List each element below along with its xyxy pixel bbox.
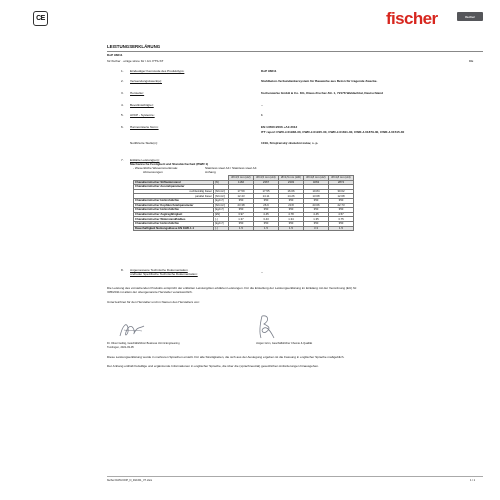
- item-5-label: AVCP - System/e:: [130, 113, 155, 117]
- table-cell: 1.35: [304, 217, 329, 222]
- table-cell: 350: [304, 198, 329, 203]
- section7-line1: Mechanische Festigkeit und Standsicherheit (BWR 1): [130, 162, 209, 166]
- row-label: Charakteristischer Zugtragfähigkeit: [134, 212, 214, 217]
- table-header-cell: Ø=4,8 mm (A4): [329, 176, 354, 181]
- table-cell: 14.26: [279, 194, 304, 199]
- table-cell: 350: [254, 198, 279, 203]
- row-unit: [N/mm²]: [214, 203, 229, 208]
- item-4-num: 4.: [121, 103, 124, 107]
- table-cell: 3.43: [254, 217, 279, 222]
- signatory-1-name: Dr. Oliver Geibig, Geschäftsführer Business Unit & Engineering: [107, 342, 180, 345]
- item-2-num: 2.: [121, 79, 124, 83]
- table-header-cell: Ø=4,5 mm (A2): [229, 176, 254, 181]
- table-cell: 350: [329, 198, 354, 203]
- item-2-value: Stahlbeton-Verbundankersystem für Bauwerke aus Beton für tragende Zwecke.: [261, 79, 378, 83]
- table-cell: 2874: [329, 180, 354, 185]
- document-subtitle: für fischer · einige sinne für / Art. PTS-ST: [107, 59, 164, 63]
- table-cell: 12.68: [329, 194, 354, 199]
- row-label: parallel Faser: [134, 194, 214, 199]
- table-cell: 350: [329, 208, 354, 213]
- table-cell: 350: [254, 221, 279, 226]
- item-1-label: Eindeutiger Kenncode des Produkttyps:: [130, 69, 185, 73]
- table-cell: 26.9: [254, 203, 279, 208]
- dop-number: DoP 96611: [107, 53, 123, 57]
- table-cell: 23.38: [229, 203, 254, 208]
- signature-2: [254, 314, 276, 340]
- row-unit: [kg/m³]: [214, 221, 229, 226]
- row-unit: [kg/m³]: [214, 198, 229, 203]
- table-header-cell: Ø=4,8 mm (A2): [304, 176, 329, 181]
- table-cell: 23.8: [279, 203, 304, 208]
- language-note: Diese Leistungserklärung wurde in mehreren Sprachen erstellt. Für alle Streitigkeiten, die sich aus der Auslegung ergeben ist die Fassung in englischer Sprache maßgeblich.: [107, 355, 345, 359]
- item-8-value: --: [261, 270, 264, 274]
- table-cell: 350: [304, 208, 329, 213]
- item-6-value-2: ITT report CWR-J-01938-30, CWR-J-01915-30, CWR-J-01811-30, CWR-J-01879-30, CWR-J-01515-30: [261, 130, 405, 134]
- ce-mark: CE: [33, 11, 48, 26]
- table-header-cell: Ø=4,5 mm (HD): [279, 176, 304, 181]
- table-cell: 4.45: [304, 212, 329, 217]
- table-cell: 350: [279, 208, 304, 213]
- table-cell: 350: [329, 221, 354, 226]
- notified-body-label: Notifizierte Stelle(n):: [130, 141, 158, 145]
- signatory-2-name: Jürgen Grün, Geschäftsführer Chemie & Qualität: [256, 342, 313, 345]
- row-unit: [kg/m³]: [214, 208, 229, 213]
- row-unit: [N/mm²]: [214, 194, 229, 199]
- footer-page-number: 1 / 1: [470, 479, 476, 482]
- item-6-value: EN 14500:2006 +A1:2012: [261, 125, 298, 129]
- table-cell: 1.5: [279, 226, 304, 231]
- table-cell: 17.59: [229, 189, 254, 194]
- item-7-num: 7.: [121, 158, 124, 162]
- notified-body-value: 1019, Strojírenský zkušební ústav, s. p.: [261, 141, 319, 145]
- table-cell: 16.66: [279, 189, 304, 194]
- table-cell: 12.43: [229, 194, 254, 199]
- table-cell: 2367: [254, 180, 279, 185]
- table-cell: 4.57: [329, 212, 354, 217]
- row-label: Charakteristischer Ausziehparameter: [134, 185, 214, 190]
- section7-line3-label: Abmessungen: [143, 170, 163, 174]
- table-cell: 1.5: [229, 226, 254, 231]
- section7-line2-label: - Wesentliche Wesensmerkmale:: [133, 166, 179, 170]
- signature-1: [118, 318, 146, 342]
- conformity-text-2: 305/2011 ist allein der obengenannte Hersteller verantwortlich.: [107, 290, 193, 294]
- fischer-badge-logo: fischer: [457, 12, 483, 21]
- row-label: Charakteristischer Kopfdurchziehparameter: [134, 203, 214, 208]
- row-label: rechtwinklig Faser: [134, 189, 214, 194]
- item-3-num: 3.: [121, 91, 124, 95]
- table-cell: 1.34: [279, 217, 304, 222]
- table-cell: 14.11: [254, 194, 279, 199]
- table-header-cell: Ø=4,5 mm (A4): [254, 176, 279, 181]
- row-unit: [kN]: [214, 212, 229, 217]
- row-label: Charakteristischer Widerstand/Halbes: [134, 217, 214, 222]
- table-cell: 1.5: [254, 226, 279, 231]
- table-cell: 4.45: [254, 212, 279, 217]
- language-code: DE: [469, 59, 474, 63]
- table-cell: 17.55: [254, 189, 279, 194]
- item-5-num: 5.: [121, 113, 124, 117]
- annex-note: Der Anhang enthält freiwillige und ergänzende Informationen in englischer Sprache, die über die (sprachneutral) gesetzlichen Anforderungen hinausgehen.: [107, 364, 319, 368]
- table-cell: 1.37: [229, 217, 254, 222]
- item-6-num: 6.: [121, 125, 124, 129]
- document-title: LEISTUNGSERKLÄRUNG: [107, 44, 161, 49]
- section7-line2-value: Stainless steel A4 / Stainless steel A4: [205, 166, 257, 170]
- table-cell: 23.66: [304, 203, 329, 208]
- item-4-label: Bevollmächtigter:: [130, 103, 154, 107]
- table-cell: 3.75: [329, 217, 354, 222]
- row-unit: [-]: [214, 217, 229, 222]
- row-label: Charakteristischer Stiftwiderstand: [134, 180, 214, 185]
- item-3-value: fischerwerke GmbH & Co. KG, Klaus-Fischer-Str. 1, 72178 Waldachtal, Deutschland: [261, 91, 383, 95]
- row-unit: [-]: [214, 226, 229, 231]
- conformity-text-1: Die Leistung des vorstehenden Produkts entspricht der erklärten Leistung/den erklärten Leistungen. Für die Erstellung der Leistungserklärung im Einklang mit der Verordnung (EU) Nr.: [107, 286, 358, 290]
- table-cell: 350: [229, 221, 254, 226]
- table-cell: 10.84: [304, 189, 329, 194]
- table-cell: 30.62: [329, 189, 354, 194]
- footer-divider: [107, 476, 483, 477]
- table-cell: 1166: [229, 180, 254, 185]
- table-row: [134, 226, 354, 231]
- item-3-label: Hersteller:: [130, 91, 145, 95]
- row-unit: [N/mm²]: [214, 189, 229, 194]
- row-label: Charakteristischer Holzrohdichte: [134, 221, 214, 226]
- table-cell: 4.78: [279, 212, 304, 217]
- table-cell: 350: [229, 198, 254, 203]
- title-divider: [107, 51, 483, 52]
- table-cell: 22.73: [329, 203, 354, 208]
- item-1-num: 1.: [121, 69, 124, 73]
- table-cell: 350: [304, 221, 329, 226]
- item-7-label: Erklärte Leistung(en):: [130, 158, 160, 162]
- row-label: Dauerhaftigkeit Nutzungsklasse EN 1995-1-1: [134, 226, 214, 231]
- footer-file-name: fischer DATA DOP_N_33/n/01_V7.xlsm: [107, 479, 153, 482]
- item-4-value: --: [261, 103, 264, 107]
- table-cell: 350: [229, 208, 254, 213]
- table-cell: 3.97: [229, 212, 254, 217]
- table-cell: 1.5: [329, 226, 354, 231]
- item-8-num: 8.: [121, 268, 124, 272]
- row-label: Charakteristischer Holzrohdichte: [134, 208, 214, 213]
- fischer-logo: fischer: [386, 9, 438, 28]
- item-1-value: DoP 96611: [261, 69, 277, 73]
- table-cell: 2303: [279, 180, 304, 185]
- item-6-label: Harmonisierte Norm:: [130, 125, 159, 129]
- signatory-1-place-date: Tumlingen, 2021-03-05: [107, 346, 134, 349]
- performance-table: [133, 175, 354, 231]
- table-cell: 3263: [304, 180, 329, 185]
- item-8-label-2: und/oder Spezifische Technische Dokumentation:: [130, 272, 198, 276]
- item-2-label: Verwendungszweck(e):: [130, 79, 162, 83]
- section7-line3-value: Anhang: [205, 170, 216, 174]
- table-cell: 13.68: [304, 194, 329, 199]
- table-cell: 350: [279, 221, 304, 226]
- row-unit: [N]: [214, 180, 229, 185]
- table-cell: 3.3: [304, 226, 329, 231]
- item-8-label-1: Angemessene Technische Dokumentation: [130, 268, 188, 272]
- table-cell: 350: [279, 198, 304, 203]
- item-5-value: 1: [261, 113, 263, 117]
- row-label: Charakteristischer Holzrohdichte: [134, 198, 214, 203]
- table-cell: 350: [254, 208, 279, 213]
- signed-for-text: Unterzeichnet für den Hersteller und im Namen des Herstellers von:: [107, 300, 200, 304]
